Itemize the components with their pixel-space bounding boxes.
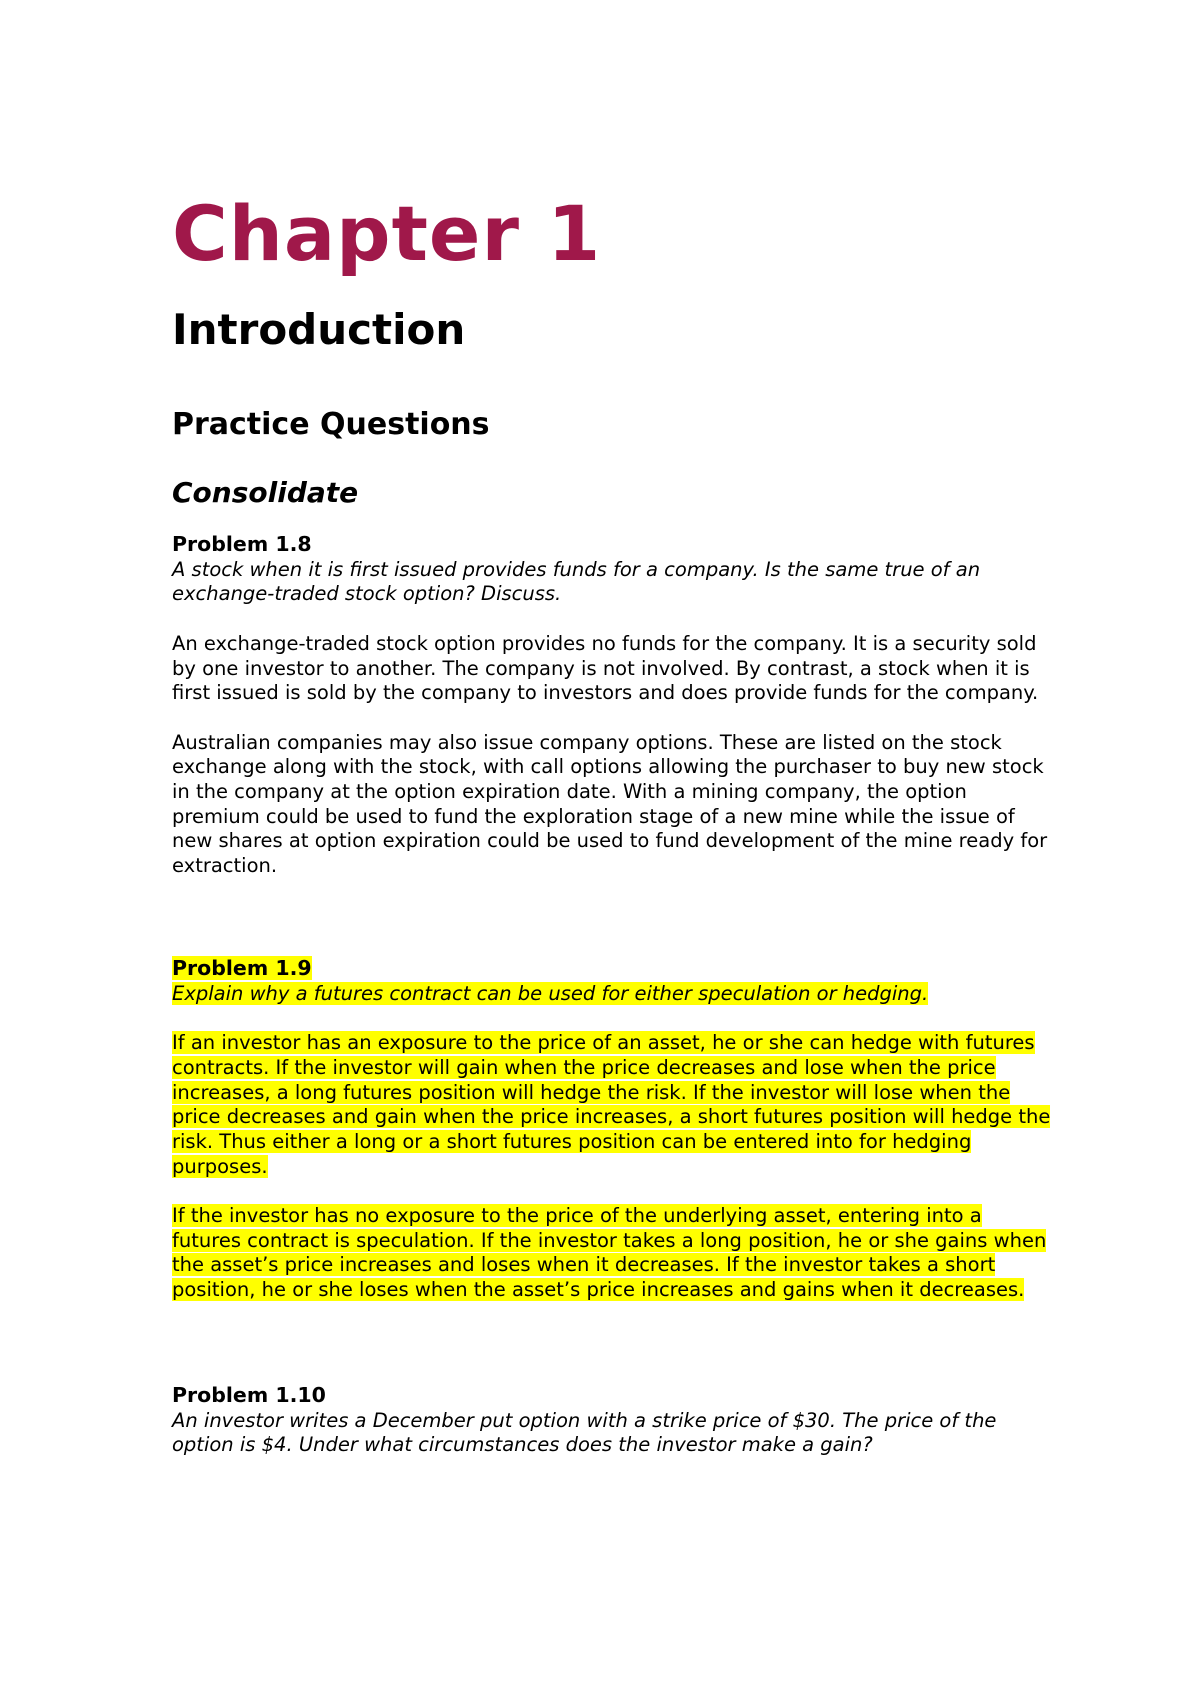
chapter-title: Chapter 1 [172, 189, 602, 278]
problem-1-9 [172, 956, 1052, 1303]
problem-answer: Australian companies may also issue company options. These are listed on the stock exchange along with the stock, with call options allowing the purchaser to buy new stock in the company at the option expiration date. With a mining company, the option premium could be used to fund the exploration stage of a new mine while the issue of new shares at option expiration could be used to fund development of the mine ready for extraction. [172, 730, 1048, 878]
chapter-subtitle: Introduction [172, 305, 466, 354]
problem-answer: If an investor has an exposure to the price of an asset, he or she can hedge with futures contracts. If the investor will gain when the price decreases and lose when the price increases, a long futures position will hedge the risk. If the investor will lose when the price decreases and gain when the price increases, a short futures position will hedge the risk. Thus either a long or a short futures position can be entered into for hedging purposes. [172, 1031, 1051, 1178]
problem-answer: If the investor has no exposure to the price of the underlying asset, entering into a futures contract is speculation. If the investor takes a long position, he or she gains when the asset’s price increases and loses when it decreases. If the investor takes a short position, he or she loses when the asset’s price increases and gains when it decreases. [172, 1204, 1047, 1302]
problem-1-10 [172, 1383, 1052, 1458]
problem-answer: An exchange-traded stock option provides no funds for the company. It is a security sold by one investor to another. The company is not involved. By contrast, a stock when it is first issued is sold by the company to investors and does provide funds for the company. [172, 631, 1039, 705]
problem-label: Problem 1.8 [172, 532, 312, 556]
section-subheading: Consolidate [172, 476, 359, 509]
problem-label: Problem 1.9 [172, 956, 312, 980]
problem-question: Explain why a futures contract can be used for either speculation or hedging. [172, 981, 929, 1005]
problem-question: An investor writes a December put option with a strike price of $30. The price of the option is $4. Under what circumstances does the investor make a gain? [172, 1408, 997, 1457]
section-heading: Practice Questions [172, 407, 490, 442]
problem-question: A stock when it is first issued provides funds for a company. Is the same true of an exchange-traded stock option? Discuss. [172, 557, 981, 606]
problem-label: Problem 1.10 [172, 1383, 326, 1407]
problem-1-8 [172, 532, 1052, 879]
